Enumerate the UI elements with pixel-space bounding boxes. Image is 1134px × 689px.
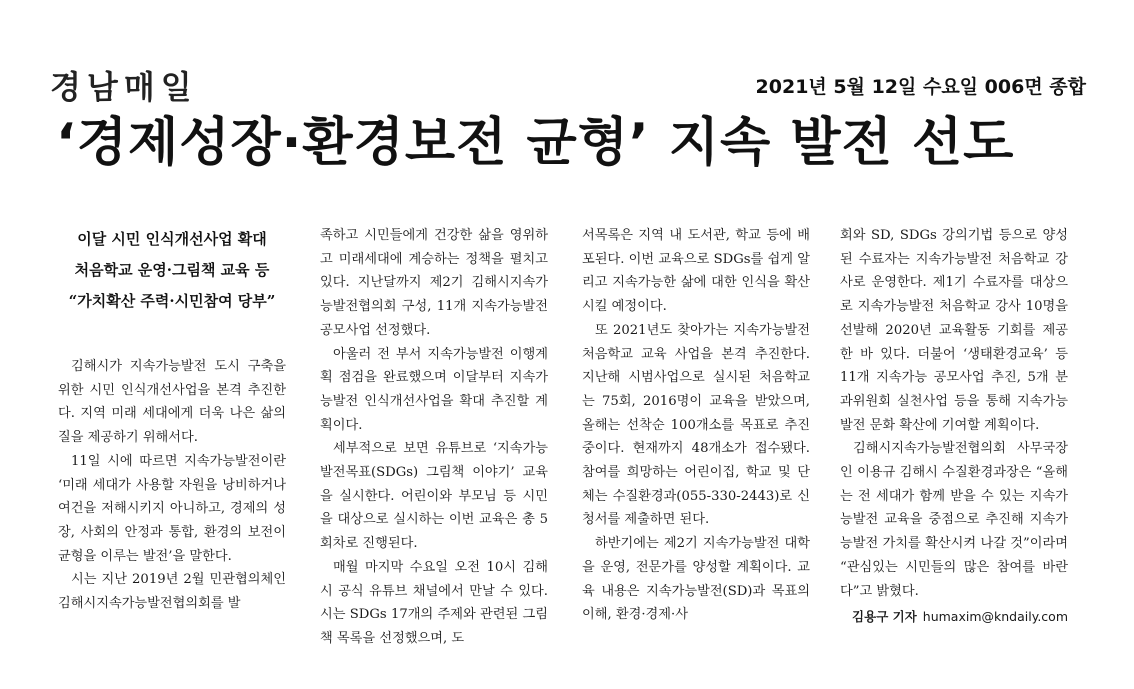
article-paragraph: 족하고 시민들에게 건강한 삶을 영위하고 미래세대에 계승하는 정책을 펼치고 있다. 지난달까지 제2기 김해시지속가능발전협의회 구성, 11개 지속가능발전 공모사업 선정했다. xyxy=(320,228,548,338)
article-paragraph: 시는 지난 2019년 2월 민관협의체인 김해시지속가능발전협의회를 발 xyxy=(58,572,286,612)
subheadline-2: 처음학교 운영·그림책 교육 등 xyxy=(74,261,270,279)
article-paragraph: 세부적으로 보면 유튜브로 ‘지속가능발전목표(SDGs) 그림책 이야기’ 교육을 실시한다. 어린이와 부모님 등 시민을 대상으로 실시하는 이번 교육은 총 5회차로 진행된다. xyxy=(320,441,548,552)
headline: ‘경제성장·환경보전 균형’ 지속 발전 선도 xyxy=(56,113,1015,173)
article-paragraph: 매월 마지막 수요일 오전 10시 김해시 공식 유튜브 채널에서 만날 수 있다. 시는 SDGs 17개의 주제와 관련된 그림책 목록을 선정했으며, 도 xyxy=(320,559,548,646)
article-paragraph: 아울러 전 부서 지속가능발전 이행계획 점검을 완료했으며 이달부터 지속가능발전 인식개선사업을 확대 추진할 계획이다. xyxy=(320,346,548,433)
article-paragraph: 김해시지속가능발전협의회 사무국장인 이용규 김해시 수질환경과장은 “올해는 전 세대가 함께 받을 수 있는 지속가능발전 교육을 중점으로 추진해 지속가능발전 가치를 확산시켜 나갈 것”이라며 “관심있는 시민들의 많은 참여를 바란다”고 밝혔다. xyxy=(840,441,1068,599)
article-paragraph: 회와 SD, SDGs 강의기법 등으로 양성된 수료자는 지속가능발전 처음학교 강사로 운영한다. 제1기 수료자를 대상으로 지속가능발전 처음학교 강사 10명을 선발해 2020년 교육활동 기회를 제공한 바 있다. 더불어 ‘생태환경교육’ 등 11개 지속가능 공모사업 추진, 5개 분과위원회 실천사업 등을 통해 지속가능발전 문화 확산에 기여할 계획이다. xyxy=(840,228,1068,433)
article-paragraph: 또 2021년도 찾아가는 지속가능발전 처음학교 교육 사업을 본격 추진한다. 지난해 시범사업으로 실시된 처음학교는 75회, 2016명이 교육을 받았으며, 올해는 선착순 100개소를 목표로 추진 중이다. 현재까지 48개소가 접수됐다. 참여를 희망하는 어린이집, 학교 및 단체는 수질환경과(055-330-2443)로 신청서를 제출하면 된다. xyxy=(582,322,810,528)
article-column-2 xyxy=(320,224,548,651)
subheadline-block xyxy=(58,224,286,317)
reporter-email: humaxim@kndaily.com xyxy=(922,609,1068,625)
reporter-name: 김용구 기자 xyxy=(852,609,917,625)
masthead: 경남매일 xyxy=(50,68,198,106)
subheadline-3: “가치확산 주력·시민참여 당부” xyxy=(68,292,276,310)
article-column-4 xyxy=(840,224,1068,629)
article-paragraph: 서목록은 지역 내 도서관, 학교 등에 배포된다. 이번 교육으로 SDGs를 쉽게 알리고 지속가능한 삶에 대한 인식을 확산 시킬 예정이다. xyxy=(582,228,810,315)
dateline: 2021년 5월 12일 수요일 006면 종합 xyxy=(755,76,1086,98)
article-paragraph: 김해시가 지속가능발전 도시 구축을 위한 시민 인식개선사업을 본격 추진한다. 지역 미래 세대에게 더욱 나은 삶의 질을 제공하기 위해서다. xyxy=(58,359,286,446)
byline xyxy=(840,605,1068,629)
subheadline-1: 이달 시민 인식개선사업 확대 xyxy=(77,230,267,248)
article-column-1 xyxy=(58,224,286,616)
article-paragraph: 하반기에는 제2기 지속가능발전 대학을 운영, 전문가를 양성할 계획이다. 교육 내용은 지속가능발전(SD)과 목표의 이해, 환경·경제·사 xyxy=(582,536,810,623)
article-paragraph: 11일 시에 따르면 지속가능발전이란 ‘미래 세대가 사용할 자원을 낭비하거나 여건을 저해시키지 아니하고, 경제의 성장, 사회의 안정과 통합, 환경의 보전이 균형을 이루는 발전’을 말한다. xyxy=(58,453,286,564)
article-column-3 xyxy=(582,224,810,627)
